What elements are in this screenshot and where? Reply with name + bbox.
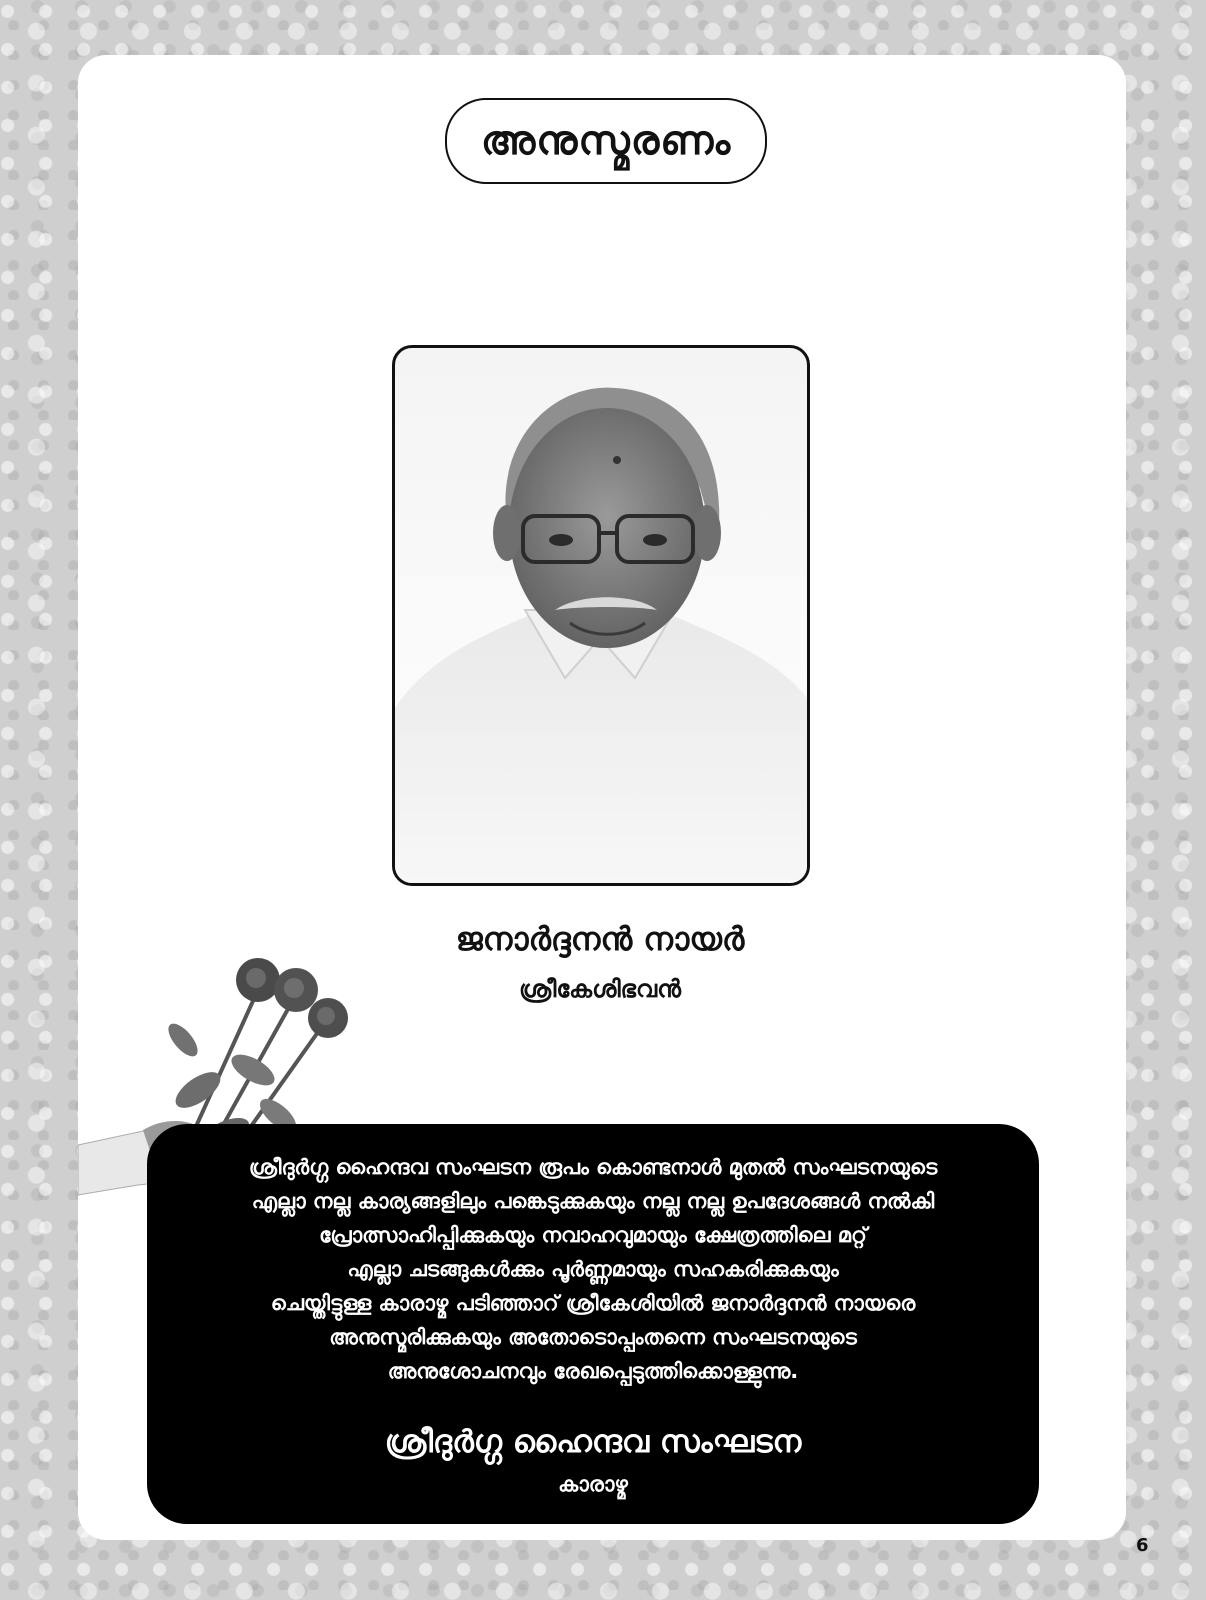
title-badge [445, 98, 767, 184]
message-line: പ്രോത്സാഹിപ്പിക്കുകയും നവാഹവുമായും ക്ഷേത്രത്തിലെ മറ്റ് [319, 1223, 867, 1247]
person-name: ജനാർദ്ദനൻ നായർ [455, 920, 745, 958]
message-line: എല്ലാ നല്ല കാര്യങ്ങളിലും പങ്കെടുക്കുകയും നല്ല നല്ല ഉപദേശങ്ങൾ നൽകി [251, 1189, 935, 1213]
message-line: എല്ലാ ചടങ്ങുകൾക്കും പൂർണ്ണമായും സഹകരിക്കുകയും [347, 1257, 839, 1281]
message-line: ശ്രീദുർഗ്ഗ ഹൈന്ദവ സംഘടന രൂപം കൊണ്ടനാൾ മുതൽ സംഘടനയുടെ [248, 1155, 938, 1179]
house-name: ശ്രീകേശിഭവൻ [519, 975, 681, 1003]
condolence-message [187, 1150, 999, 1388]
organization-name: ശ്രീദുർഗ്ഗ ഹൈന്ദവ സംഘടന [384, 1424, 802, 1460]
portrait-illustration [395, 348, 807, 883]
message-line: ചെയ്തിട്ടുള്ള കാരാഴ്മ പടിഞ്ഞാറ് ശ്രീകേശിയിൽ ജനാർദ്ദനൻ നായരെ [270, 1291, 916, 1315]
condolence-message-box [147, 1124, 1039, 1524]
page-number: 6 [1136, 1535, 1149, 1556]
message-line: അനുസ്മരിക്കുകയും അതോടൊപ്പംതന്നെ സംഘടനയുടെ [329, 1325, 857, 1349]
portrait-photo [392, 345, 810, 886]
message-line: അനുശോചനവും രേഖപ്പെടുത്തിക്കൊള്ളുന്നു. [387, 1359, 799, 1383]
page-title: അനുസ്മരണം [480, 118, 732, 164]
organization-place: കാരാഴ്മ [558, 1472, 628, 1496]
